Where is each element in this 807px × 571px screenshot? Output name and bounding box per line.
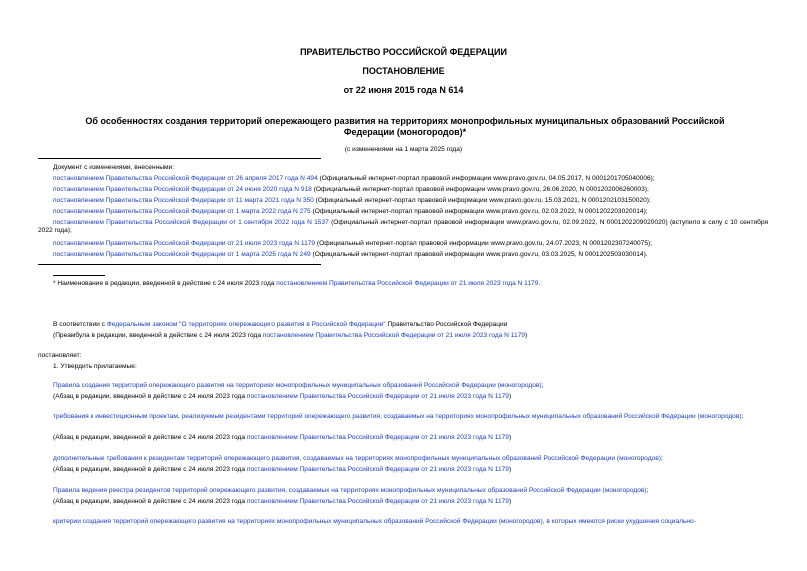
preamble-note-link[interactable]: постановлением Правительства Российской Федерации от 21 июля 2023 года N 1179 xyxy=(262,332,525,339)
amendment-item: постановлением Правительства Российской Федерации от 24 июня 2020 года N 918 (Официальный интернет-портал правовой информации www.pravo.gov.ru, 26.06.2020, N 0001202006260003); xyxy=(53,186,649,193)
approved-document: Правила ведения реестра резидентов территорий опережающего развития, создаваемых на территориях монопрофильных муниципальных образований Российской Федерации (моногородов); xyxy=(53,487,649,494)
paragraph-note: (Абзац в редакции, введенной в действие с 24 июля 2023 года постановлением Правительства Российской Федерации от 21 июля 2023 года N 1179) xyxy=(53,434,512,441)
divider-top xyxy=(38,158,321,159)
amendment-item: постановлением Правительства Российской Федерации от 1 марта 2025 года N 249 (Официальный интернет-портал правовой информации www.pravo.gov.ru, 03.03.2025, N 0001202503030014). xyxy=(53,251,648,258)
divider-bottom xyxy=(38,264,321,265)
preamble-note: (Преамбула в редакции, введенной в действие с 24 июля 2023 года постановлением Правительства Российской Федерации от 21 июля 2023 года N 1179) xyxy=(53,332,528,339)
doc-date: от 22 июня 2015 года N 614 xyxy=(343,85,464,95)
paragraph-note-link[interactable]: постановлением Правительства Российской Федерации от 21 июля 2023 года N 1179 xyxy=(246,466,509,473)
paragraph-note-link[interactable]: постановлением Правительства Российской Федерации от 21 июля 2023 года N 1179 xyxy=(246,393,509,400)
approved-document: требования к инвестиционным проектам, реализуемым резидентами территорий опережающего развития, создаваемых на территориях монопрофильных муниципальных образований Российской Федерации (моногородов); xyxy=(53,413,744,420)
amendment-item: постановлением Правительства Российской Федерации от 11 марта 2021 года N 350 (Официальный интернет-портал правовой информации www.pravo.gov.ru, 15.03.2021, N 0001202103150020); xyxy=(53,197,651,204)
footnote-divider xyxy=(53,275,105,276)
paragraph-note: (Абзац в редакции, введенной в действие с 24 июля 2023 года постановлением Правительства Российской Федерации от 21 июля 2023 года N 1179) xyxy=(53,393,512,400)
approved-document-link[interactable]: критерии создания территорий опережающего развития на территориях монопрофильных муниципальных образований Российской Федерации (моногородов), в которых имеются риски ухудшения социально- xyxy=(53,518,696,525)
paragraph-note-link[interactable]: постановлением Правительства Российской Федерации от 21 июля 2023 года N 1179 xyxy=(246,434,509,441)
decree-item-1: 1. Утвердить прилагаемые: xyxy=(53,363,137,370)
amendment-item: постановлением Правительства Российской Федерации от 21 июля 2023 года N 1179 (Официальный интернет-портал правовой информации www.pravo.gov.ru, 24.07.2023, N 0001202307240075); xyxy=(53,240,653,247)
amendments-intro: Документ с изменениями, внесенными: xyxy=(53,164,175,171)
approved-document xyxy=(53,518,696,526)
amendment-link[interactable]: постановлением Правительства Российской Федерации от 26 апреля 2017 года N 494 xyxy=(53,175,318,182)
approved-document-link[interactable]: дополнительные требования к резидентам территорий опережающего развития, создаваемых на территориях монопрофильных муниципальных образований Российской Федерации (моногородов) xyxy=(53,455,661,462)
amendment-link[interactable]: постановлением Правительства Российской Федерации от 24 июня 2020 года N 918 xyxy=(53,186,312,193)
amendment-item: постановлением Правительства Российской Федерации от 26 апреля 2017 года N 494 (Официальный интернет-портал правовой информации www.pravo.gov.ru, 04.05.2017, N 0001201705040006); xyxy=(53,175,655,182)
approved-document-link[interactable]: Правила создания территорий опережающего развития на территориях монопрофильных муниципальных образований Российской Федерации (моногородов) xyxy=(53,382,542,389)
federal-law-link[interactable]: Федеральным законом "О территориях опережающего развития в Российской Федерации" xyxy=(106,321,386,328)
preamble: В соответствии с Федеральным законом "О территориях опережающего развития в Российской Федерации" Правительство Российской Федерации xyxy=(53,321,508,328)
approved-document: Правила создания территорий опережающего развития на территориях монопрофильных муниципальных образований Российской Федерации (моногородов); xyxy=(53,382,544,389)
doc-type-heading: ПОСТАНОВЛЕНИЕ xyxy=(362,66,445,76)
paragraph-note-link[interactable]: постановлением Правительства Российской Федерации от 21 июля 2023 года N 1179 xyxy=(246,498,509,505)
footnote: * Наименование в редакции, введенной в действие с 24 июля 2023 года постановлением Правительства Российской Федерации от 21 июля 2023 года N 1179. xyxy=(53,280,541,287)
amendment-link[interactable]: постановлением Правительства Российской Федерации от 1 сентября 2022 года N 1537 xyxy=(53,219,329,226)
amendment-link[interactable]: постановлением Правительства Российской Федерации от 21 июля 2023 года N 1179 xyxy=(53,240,316,247)
footnote-link[interactable]: постановлением Правительства Российской Федерации от 21 июля 2023 года N 1179 xyxy=(276,280,539,287)
amendment-link[interactable]: постановлением Правительства Российской Федерации от 1 марта 2025 года N 249 xyxy=(53,251,311,258)
approved-document-link[interactable]: требования к инвестиционным проектам, реализуемым резидентами территорий опережающего развития, создаваемых на территориях монопрофильных муниципальных образований Российской Федерации (моногородов) xyxy=(53,413,742,420)
document-title: Об особенностях создания территорий опережающего развития на территориях монопрофильных муниципальных образований Российской Федерации (моногородов)* xyxy=(85,116,725,137)
approved-document-link[interactable]: Правила ведения реестра резидентов территорий опережающего развития, создаваемых на территориях монопрофильных муниципальных образований Российской Федерации (моногородов) xyxy=(53,487,647,494)
approved-document: дополнительные требования к резидентам территорий опережающего развития, создаваемых на территориях монопрофильных муниципальных образований Российской Федерации (моногородов); xyxy=(53,455,663,462)
amendment-item: постановлением Правительства Российской Федерации от 1 сентября 2022 года N 1537 (Официальный интернет-портал правовой информации www.pravo.gov.ru, 02.09.2022, N 0001202209020020) (вступило в силу с 10 сентября 2022 года); xyxy=(38,219,769,234)
paragraph-note: (Абзац в редакции, введенной в действие с 24 июля 2023 года постановлением Правительства Российской Федерации от 21 июля 2023 года N 1179) xyxy=(53,466,512,473)
resolves-label: постановляет: xyxy=(38,352,82,359)
paragraph-note: (Абзац в редакции, введенной в действие с 24 июля 2023 года постановлением Правительства Российской Федерации от 21 июля 2023 года N 1179) xyxy=(53,498,512,505)
amendment-link[interactable]: постановлением Правительства Российской Федерации от 1 марта 2022 года N 275 xyxy=(53,208,311,215)
amendment-item: постановлением Правительства Российской Федерации от 1 марта 2022 года N 275 (Официальный интернет-портал правовой информации www.pravo.gov.ru, 02.03.2022, N 0001202203020014); xyxy=(53,208,648,215)
government-heading: ПРАВИТЕЛЬСТВО РОССИЙСКОЙ ФЕДЕРАЦИИ xyxy=(300,47,507,57)
revision-note: (с изменениями на 1 марта 2025 года) xyxy=(344,146,463,153)
amendment-link[interactable]: постановлением Правительства Российской Федерации от 11 марта 2021 года N 350 xyxy=(53,197,314,204)
